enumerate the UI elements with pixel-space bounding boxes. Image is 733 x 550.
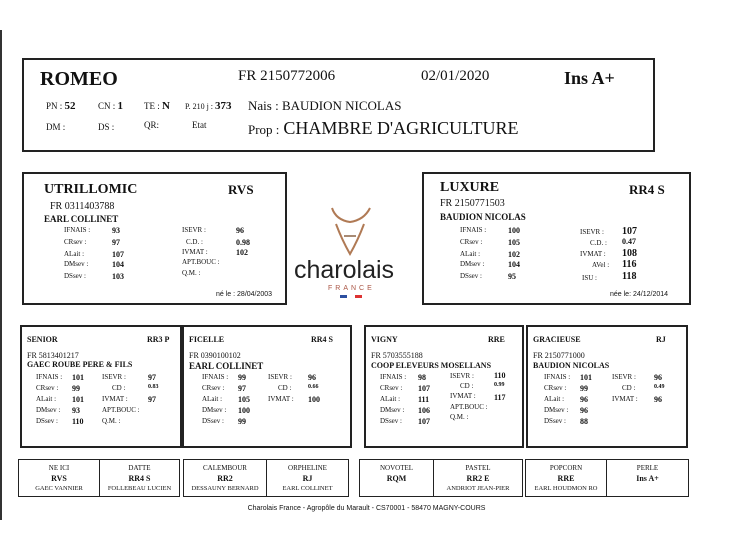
ggp-name: NE ICI [48,464,70,472]
grandparent-card-sire-dam [182,325,352,448]
gp-stat-value: 98 [418,373,426,382]
p210-label: P. 210 j : [185,102,214,111]
gp-id: FR 5703555188 [371,351,423,360]
sire-stat-label: Q.M. : [182,269,201,277]
gp-name: VIGNY [371,335,398,344]
dam-stat-value: 116 [622,259,637,270]
gp-stat-label: IFNAIS : [202,373,229,381]
gp-stat-label: ALait : [380,395,401,403]
gp-stat-label: CRsev : [380,384,403,392]
animal-name: ROMEO [40,68,118,90]
sire-stat-value: 0.98 [236,238,250,247]
ggp-name: PASTEL [465,464,491,472]
sire-stat-label: DSsev : [64,272,86,280]
gp-stat-label: DSsev : [36,417,58,425]
animal-id: FR 2150772006 [238,68,336,84]
ggp-name: POPCORN [549,464,583,472]
sire-born [216,291,272,298]
gp-breeder: BAUDION NICOLAS [533,361,610,370]
ggp-grade: RR2 E [466,474,490,483]
gp-stat-value: 0.99 [494,382,505,388]
gp-stat-label: IFNAIS : [380,373,407,381]
sire-stat-label: ALait : [64,250,85,258]
pn-label: PN : [46,101,63,111]
gp-stat-label: ISEVR : [102,373,126,381]
sire-stat-value: 107 [112,250,124,259]
dam-stat-label: ISU : [582,274,597,282]
bull-head-icon [292,202,412,257]
ggp-breeder: GAEC VANNIER [35,485,83,492]
sire-stat-value: 104 [112,260,124,269]
dam-stat-value: 104 [508,260,520,269]
gp-stat-value: 107 [418,417,430,426]
gp-breeder: COOP ELEVEURS MOSELLANS [371,361,492,370]
te-value: N [162,100,170,112]
dam-stat-value: 95 [508,272,516,281]
ggp-grade: RRE [557,474,575,483]
ggp-grade: RR4 S [128,474,151,483]
dam-stat-value: 105 [508,238,520,247]
sire-stat-label: DMsev : [64,260,89,268]
grandparent-card-sire-sire [20,325,182,448]
dam-stat-value: 100 [508,226,520,235]
gp-stat-label: IFNAIS : [544,373,571,381]
gp-stat-label: CRsev : [544,384,567,392]
gp-stat-label: IVMAT : [268,395,294,403]
gp-breeder: EARL COLLINET [189,361,264,371]
great-grandparent-group-4 [525,459,689,497]
gp-stat-value: 93 [72,406,80,415]
gp-name: FICELLE [189,335,225,344]
sire-stat-value: 96 [236,226,244,235]
great-grandparent-group-1 [18,459,180,497]
gp-stat-value: 100 [308,395,320,404]
dam-grade: RR4 S [629,182,665,197]
gp-stat-label: ALait : [202,395,223,403]
dam-card [422,172,691,305]
gp-stat-value: 96 [654,373,662,382]
gp-stat-value: 96 [308,373,316,382]
sire-grade: RVS [228,182,254,197]
dam-stat-label: IFNAIS : [460,226,487,234]
pn-value: 52 [64,100,76,112]
dam-stat-label: ALait : [460,250,481,258]
dam-stat-label: AVel : [592,261,610,269]
animal-date: 02/01/2020 [421,68,490,84]
gp-id: FR 5813401217 [27,351,79,360]
gp-stat-value: 99 [580,384,588,393]
nais-label: Nais : [248,98,279,113]
ggp-name: NOVOTEL [379,464,414,472]
gp-stat-value: 88 [580,417,588,426]
dam-stat-label: DMsev : [460,260,485,268]
grandparent-card-dam-sire [364,325,524,448]
sire-stat-value: 93 [112,226,120,235]
te-label: TE : [144,101,160,111]
animal-header-card [22,58,655,152]
gp-stat-label: ISEVR : [612,373,636,381]
ggp-breeder: EARL COLLINET [282,485,333,492]
gp-stat-label: DSsev : [544,417,566,425]
sire-stat-value: 103 [112,272,124,281]
dam-stat-label: C.D. : [590,239,607,247]
gp-stat-label: DSsev : [202,417,224,425]
gp-stat-label: APT.BOUC : [450,403,488,411]
dam-stat-label: IVMAT : [580,250,606,258]
gp-id: FR 0390100102 [189,351,241,360]
dam-stat-value: 0.47 [622,237,636,246]
te-field [144,100,170,112]
gp-stat-value: 105 [238,395,250,404]
gp-stat-value: 0.83 [148,384,159,390]
cn-label: CN : [98,101,116,111]
footer-address: Charolais France - Agropôle du Marault - CS70001 - 58470 MAGNY-COURS [247,505,486,512]
ggp-breeder: FOLLEBEAU LUCIEN [107,485,172,492]
gp-stat-value: 117 [494,393,506,402]
gp-stat-label: DMsev : [380,406,405,414]
ggp-cell [19,460,100,496]
p210-field [185,100,232,112]
gp-grade: RJ [656,335,666,344]
sire-stat-label: C.D. : [186,238,203,246]
gp-name: SENIOR [27,335,58,344]
sire-name: UTRILLOMIC [44,182,138,197]
sire-stat-label: IVMAT : [182,248,208,256]
sire-stat-label: APT.BOUC : [182,258,220,266]
gp-id: FR 2150771000 [533,351,585,360]
gp-grade: RRE [488,335,505,344]
gp-grade: RR3 P [147,335,170,344]
gp-stat-value: 111 [418,395,430,404]
ggp-cell [607,460,688,496]
gp-breeder: GAEC ROUBE PERE & FILS [27,360,133,369]
ggp-cell [434,460,522,496]
sire-born-date: 28/04/2003 [237,291,273,298]
gp-stat-label: CRsev : [36,384,59,392]
gp-stat-value: 0.66 [308,384,319,390]
animal-grade: Ins A+ [564,68,615,88]
gp-stat-label: CD : [112,384,126,392]
nais-field [248,98,401,114]
gp-stat-label: ISEVR : [450,372,474,380]
gp-stat-value: 106 [418,406,430,415]
grandparent-card-dam-dam [526,325,688,448]
gp-stat-value: 97 [148,373,156,382]
gp-stat-value: 101 [72,373,84,382]
gp-stat-label: ISEVR : [268,373,292,381]
sire-id: FR 0311403788 [50,201,115,212]
gp-stat-label: DMsev : [36,406,61,414]
gp-stat-value: 110 [494,371,506,380]
french-flag-icon [340,295,362,298]
gp-name: GRACIEUSE [533,335,581,344]
ggp-cell [267,460,348,496]
gp-stat-value: 99 [72,384,80,393]
sire-stat-value: 97 [112,238,120,247]
charolais-logo [292,202,412,302]
ggp-grade: RVS [51,474,67,483]
gp-stat-value: 0.49 [654,384,665,390]
ggp-name: DATTE [128,464,151,472]
gp-stat-label: IFNAIS : [36,373,63,381]
gp-stat-label: CD : [278,384,292,392]
sire-breeder: EARL COLLINET [44,214,119,224]
ggp-grade: RR2 [217,474,233,483]
gp-stat-value: 101 [72,395,84,404]
logo-text: charolais [294,256,395,284]
etat-label: Etat [192,120,207,130]
ggp-breeder: DESSAUNY BERNARD [191,485,259,492]
gp-stat-label: CD : [622,384,636,392]
prop-field [248,118,519,139]
left-edge-line [0,30,2,520]
gp-stat-label: Q.M. : [102,417,121,425]
gp-stat-value: 97 [148,395,156,404]
gp-stat-label: CRsev : [202,384,225,392]
gp-stat-value: 99 [238,417,246,426]
nais-value: BAUDION NICOLAS [281,98,402,113]
gp-stat-value: 110 [72,417,84,426]
gp-stat-value: 96 [580,406,588,415]
gp-stat-value: 96 [580,395,588,404]
cn-value: 1 [117,100,124,112]
gp-stat-label: DMsev : [544,406,569,414]
gp-stat-label: IVMAT : [450,392,476,400]
gp-stat-value: 101 [580,373,592,382]
gp-stat-value: 96 [654,395,662,404]
gp-stat-value: 107 [418,384,430,393]
gp-grade: RR4 S [311,335,334,344]
gp-stat-value: 100 [238,406,250,415]
logo-subtitle: FRANCE [328,285,375,292]
dam-born [610,291,668,298]
sire-stat-label: IFNAIS : [64,226,91,234]
dam-stat-label: ISEVR : [580,228,604,236]
great-grandparent-group-2 [183,459,349,497]
ggp-cell [526,460,607,496]
ggp-breeder: EARL HOUDMON RO [534,485,598,492]
dam-stat-value: 108 [622,248,637,259]
dam-stat-label: CRsev : [460,238,483,246]
gp-stat-label: Q.M. : [450,413,469,421]
ggp-name: PERLE [636,464,659,472]
sire-born-label: né le : [216,291,236,298]
dam-stat-value: 102 [508,250,520,259]
gp-stat-label: CD : [460,382,474,390]
gp-stat-value: 97 [238,384,246,393]
p210-value: 373 [215,100,232,112]
gp-stat-label: ALait : [36,395,57,403]
ggp-cell [360,460,434,496]
gp-stat-label: DMsev : [202,406,227,414]
sire-stat-value: 102 [236,248,248,257]
ggp-grade: Ins A+ [636,474,659,483]
prop-label: Prop : [248,122,280,137]
gp-stat-value: 99 [238,373,246,382]
dam-born-date: 24/12/2014 [632,291,669,298]
ds-label: DS : [98,122,115,132]
sire-card [22,172,287,305]
ggp-name: ORPHELINE [288,464,327,472]
ggp-cell [184,460,267,496]
pn-field [46,100,76,112]
dam-name: LUXURE [440,180,500,195]
dam-born-label: née le: [610,291,632,298]
gp-stat-label: DSsev : [380,417,402,425]
dm-label: DM : [46,122,66,132]
gp-stat-label: APT.BOUC : [102,406,140,414]
qr-label: QR: [144,120,160,130]
gp-stat-label: IVMAT : [612,395,638,403]
dam-stat-value: 118 [622,271,637,282]
great-grandparent-group-3 [359,459,523,497]
dam-id: FR 2150771503 [440,198,505,209]
dam-stat-label: DSsev : [460,272,482,280]
prop-value: CHAMBRE D'AGRICULTURE [283,118,519,138]
ggp-grade: RQM [386,474,407,483]
dam-breeder: BAUDION NICOLAS [440,212,526,222]
ggp-grade: RJ [302,474,313,483]
dam-stat-value: 107 [622,226,637,237]
ggp-cell [100,460,179,496]
gp-stat-label: ALait : [544,395,565,403]
cn-field [98,100,123,112]
ggp-name: CALEMBOUR [203,464,247,472]
gp-stat-label: IVMAT : [102,395,128,403]
sire-stat-label: ISEVR : [182,226,206,234]
ggp-breeder: ANDRIOT JEAN-PIER [446,485,510,492]
sire-stat-label: CRsev : [64,238,87,246]
